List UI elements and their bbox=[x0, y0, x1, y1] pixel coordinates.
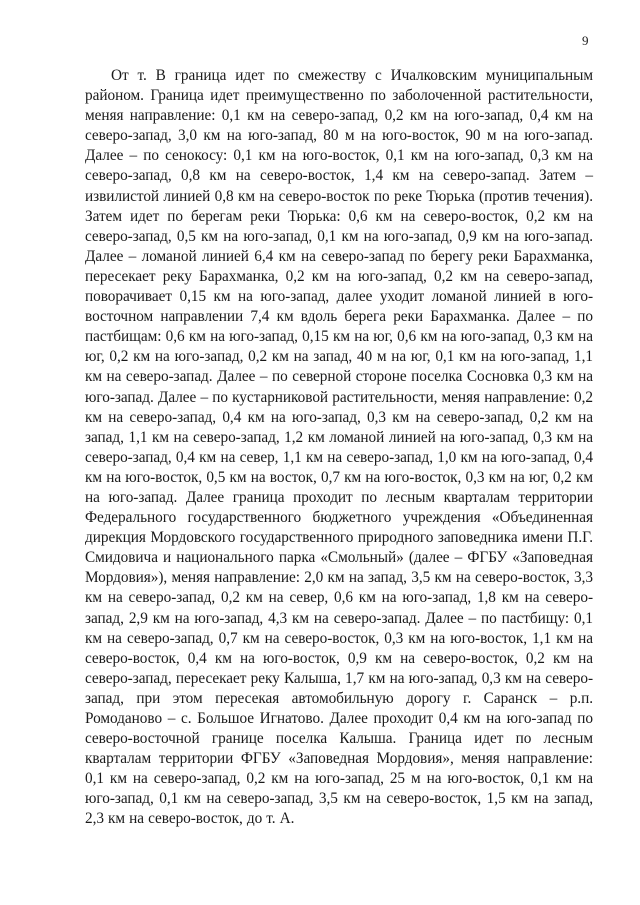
body-paragraph: От т. В граница идет по смежеству с Ичалковским муниципальным районом. Граница идет преимущественно по заболоченной растительности, меняя направление: 0,1 км на северо-запад, 0,2 км на юго-запад, 0,4 км на северо-запад, 3,0 км на юго-запад, 80 м на юго-восток, 90 м на юго-запад. Далее – по сенокосу: 0,1 км на юго-восток, 0,1 км на юго-запад, 0,3 км на северо-запад, 0,8 км на северо-восток, 1,4 км на северо-запад. Затем – извилистой линией 0,8 км на северо-восток по реке Тюрька (против течения). Затем идет по берегам реки Тюрька: 0,6 км на северо-восток, 0,2 км на северо-запад, 0,5 км на юго-запад, 0,1 км на юго-запад, 0,9 км на юго-запад. Далее – ломаной линией 6,4 км на северо-запад по берегу реки Барахманка, пересекает реку Барахманка, 0,2 км на юго-запад, 0,2 км на северо-запад, поворачивает 0,15 км на юго-запад, далее уходит ломаной линией в юго-восточном направлении 7,4 км вдоль берега реки Барахманка. Далее – по пастбищам: 0,6 км на юго-запад, 0,15 км на юг, 0,6 км на юго-запад, 0,3 км на юг, 0,2 км на юго-запад, 0,2 км на запад, 40 м на юг, 0,1 км на юго-запад, 1,1 км на северо-запад. Далее – по северной стороне поселка Сосновка 0,3 км на юго-запад. Далее – по кустарниковой растительности, меняя направление: 0,2 км на северо-запад, 0,4 км на юго-запад, 0,3 км на северо-запад, 0,2 км на запад, 1,1 км на северо-запад, 1,2 км ломаной линией на юго-запад, 0,3 км на северо-запад, 0,4 км на север, 1,1 км на северо-запад, 1,0 км на юго-запад, 0,4 км на юго-восток, 0,5 км на восток, 0,7 км на юго-восток, 0,3 км на юг, 0,2 км на юго-запад. Далее граница проходит по лесным кварталам территории Федерального государственного бюджетного учреждения «Объединенная дирекция Мордовского государственного природного заповедника имени П.Г. Смидовича и национального парка «Смольный» (далее – ФГБУ «Заповедная Мордовия»), меняя направление: 2,0 км на запад, 3,5 км на северо-восток, 3,3 км на северо-запад, 0,2 км на север, 0,6 км на юго-запад, 1,8 км на северо-запад, 2,9 км на юго-запад, 4,3 км на северо-запад. Далее – по пастбищу: 0,1 км на северо-запад, 0,7 км на северо-восток, 0,3 км на юго-восток, 1,1 км на северо-восток, 0,4 км на юго-восток, 0,9 км на северо-восток, 0,2 км на северо-запад, пересекает реку Калыша, 1,7 км на юго-запад, 0,3 км на северо-запад, при этом пересекая автомобильную дорогу г. Саранск – р.п. Ромоданово – с. Большое Игнатово. Далее проходит 0,4 км на юго-запад по северо-восточной границе поселка Калыша. Граница идет по лесным кварталам территории ФГБУ «Заповедная Мордовия», меняя направление: 0,1 км на северо-запад, 0,2 км на юго-запад, 25 м на юго-восток, 0,1 км на юго-запад, 0,1 км на северо-запад, 3,5 км на северо-восток, 1,5 км на запад, 2,3 км на северо-восток, до т. А. bbox=[85, 67, 593, 828]
page-number: 9 bbox=[582, 33, 589, 48]
